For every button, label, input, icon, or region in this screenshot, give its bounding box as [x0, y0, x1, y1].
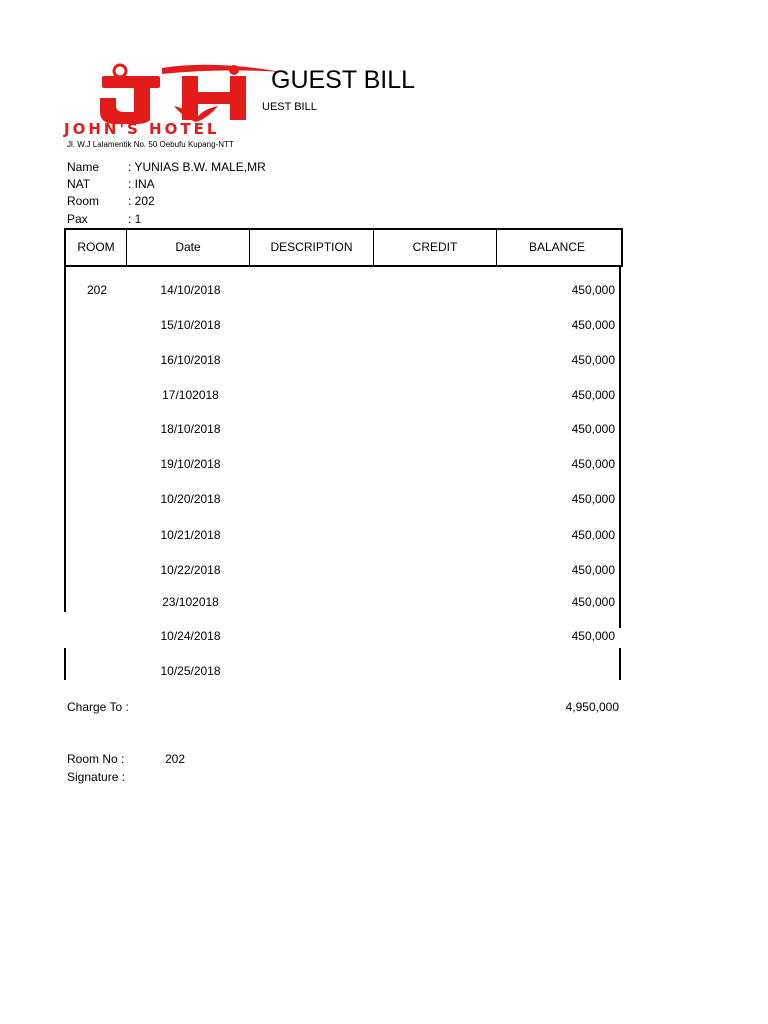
row-date: 19/10/2018 [160, 457, 221, 471]
row-balance: 450,000 [571, 528, 615, 542]
header-balance: BALANCE [528, 240, 586, 254]
row-date: 23/102018 [162, 595, 219, 609]
guest-room-value: : 202 [128, 194, 155, 208]
table-row [64, 664, 616, 684]
row-balance: 450,000 [571, 283, 615, 297]
row-balance: 450,000 [571, 563, 615, 577]
guest-pax-label: Pax [67, 212, 88, 226]
room-no-label: Room No : [67, 752, 125, 766]
header-date: Date [127, 230, 250, 265]
guest-nat-label: NAT [67, 177, 91, 191]
charge-row [67, 700, 619, 714]
row-balance: 450,000 [571, 318, 615, 332]
row-date: 15/10/2018 [160, 318, 221, 332]
header-credit: CREDIT [374, 230, 497, 265]
guest-name-value: : YUNIAS B.W. MALE,MR [128, 160, 266, 174]
table-row [64, 595, 616, 615]
row-balance: 450,000 [571, 353, 615, 367]
row-date: 14/10/2018 [160, 283, 221, 297]
room-no-row [67, 752, 186, 766]
table-row [64, 457, 616, 477]
table-right-border [619, 265, 621, 628]
guest-name-label: Name [67, 160, 100, 174]
row-date: 17/102018 [162, 388, 219, 402]
row-room: 202 [87, 283, 108, 297]
charge-amount: 4,950,000 [565, 700, 619, 714]
row-date: 10/25/2018 [160, 664, 221, 678]
bill-table-header [64, 228, 623, 267]
table-row [64, 388, 616, 408]
row-date: 10/21/2018 [160, 528, 221, 542]
row-date: 16/10/2018 [160, 353, 221, 367]
row-balance: 450,000 [571, 629, 615, 643]
row-balance: 450,000 [571, 492, 615, 506]
table-row [64, 629, 616, 649]
row-date: 10/22/2018 [160, 563, 221, 577]
row-date: 10/20/2018 [160, 492, 221, 506]
hotel-address: Jl. W.J Lalamentik No. 50 Oebufu Kupang-NTT [67, 140, 234, 149]
guest-room-label: Room [67, 194, 100, 208]
table-row [64, 318, 616, 338]
bill-title: GUEST BILL [271, 66, 416, 94]
table-row [64, 563, 616, 583]
table-right-border-lower [619, 648, 621, 680]
row-date: 18/10/2018 [160, 422, 221, 436]
row-balance: 450,000 [571, 595, 615, 609]
header-room: ROOM [66, 230, 127, 265]
row-date: 10/24/2018 [160, 629, 221, 643]
row-balance: 450,000 [571, 457, 615, 471]
row-balance: 450,000 [571, 388, 615, 402]
signature-label: Signature : [67, 770, 126, 784]
signature-row [67, 770, 125, 784]
room-no-value: 202 [165, 752, 186, 766]
row-balance: 450,000 [571, 422, 615, 436]
guest-nat-value: : INA [128, 177, 155, 191]
svg-text:JOHN'S HOTEL: JOHN'S HOTEL [64, 120, 220, 138]
table-row [64, 283, 616, 303]
header-description: DESCRIPTION [250, 230, 374, 265]
bill-subtitle: UEST BILL [262, 101, 317, 113]
charge-label: Charge To : [67, 700, 129, 714]
guest-pax-value: : 1 [128, 212, 142, 226]
table-row [64, 492, 616, 512]
table-row [64, 528, 616, 548]
table-row [64, 422, 616, 442]
table-row [64, 353, 616, 373]
